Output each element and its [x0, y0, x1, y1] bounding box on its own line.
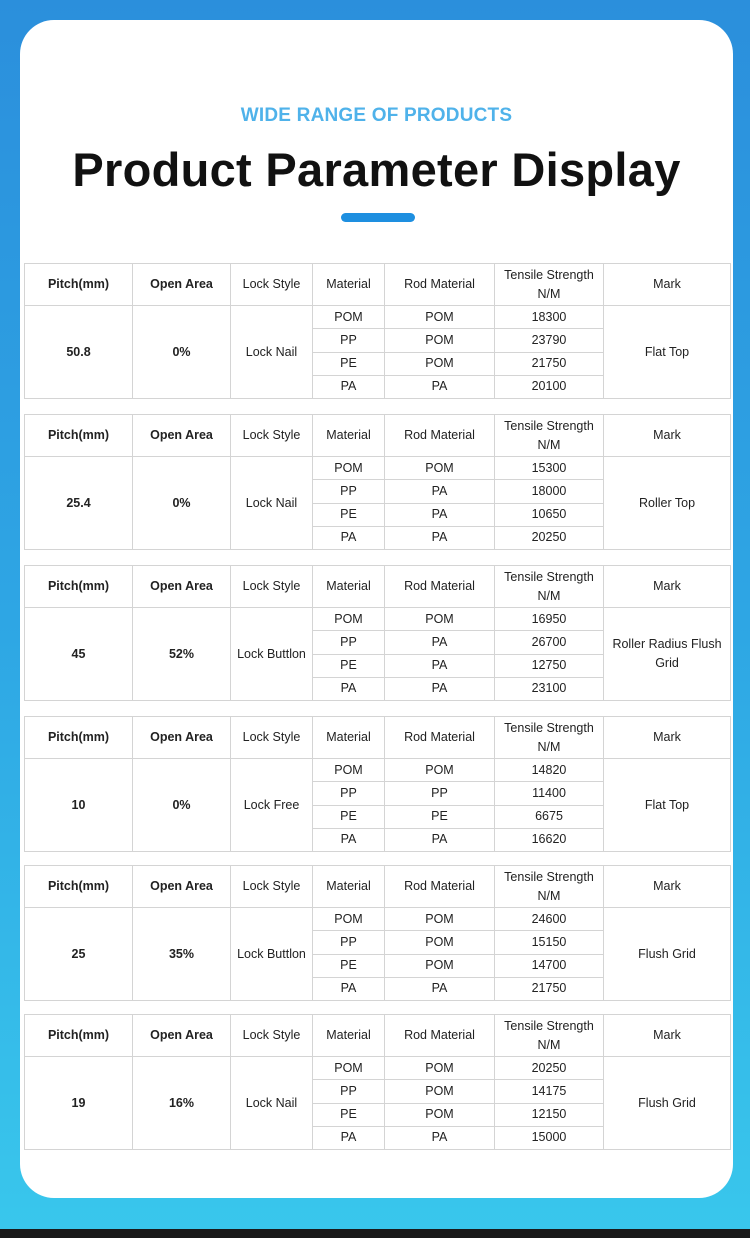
column-header-pitch: Pitch(mm)	[25, 866, 133, 908]
column-header-material: Material	[313, 1015, 385, 1057]
column-header-tensile-strength: Tensile Strength N/M	[495, 415, 604, 457]
tensile-strength-cell: 24600	[495, 908, 604, 931]
open-area-cell: 52%	[133, 608, 231, 701]
column-header-material: Material	[313, 717, 385, 759]
tensile-strength-cell: 21750	[495, 977, 604, 1000]
pitch-cell: 45	[25, 608, 133, 701]
material-cell: PE	[313, 654, 385, 677]
column-header-tensile-strength: Tensile Strength N/M	[495, 264, 604, 306]
lock-style-cell: Lock Free	[231, 759, 313, 852]
column-header-pitch: Pitch(mm)	[25, 415, 133, 457]
mark-cell: Flush Grid	[604, 1057, 731, 1150]
rod-material-cell: PA	[385, 503, 495, 526]
column-header-mark: Mark	[604, 566, 731, 608]
column-header-material: Material	[313, 264, 385, 306]
material-cell: PE	[313, 1103, 385, 1126]
spec-table	[24, 263, 731, 399]
rod-material-cell: POM	[385, 306, 495, 329]
tensile-strength-cell: 23100	[495, 677, 604, 700]
material-cell: POM	[313, 759, 385, 782]
column-header-material: Material	[313, 415, 385, 457]
page-title: Product Parameter Display	[72, 143, 681, 196]
rod-material-cell: PP	[385, 782, 495, 805]
rod-material-cell: PA	[385, 631, 495, 654]
bottom-strip	[0, 1229, 750, 1238]
table-header-row	[25, 566, 731, 608]
column-header-rod-material: Rod Material	[385, 1015, 495, 1057]
material-cell: PE	[313, 352, 385, 375]
material-cell: PA	[313, 828, 385, 851]
material-cell: PA	[313, 375, 385, 398]
table-header-row	[25, 1015, 731, 1057]
material-cell: POM	[313, 306, 385, 329]
rod-material-cell: POM	[385, 457, 495, 480]
lock-style-cell: Lock Nail	[231, 1057, 313, 1150]
rod-material-cell: PA	[385, 654, 495, 677]
rod-material-cell: PA	[385, 1126, 495, 1149]
material-cell: PP	[313, 631, 385, 654]
lock-style-cell: Lock Nail	[231, 457, 313, 550]
tensile-strength-cell: 20100	[495, 375, 604, 398]
column-header-lock-style: Lock Style	[231, 264, 313, 306]
material-cell: PE	[313, 954, 385, 977]
column-header-lock-style: Lock Style	[231, 1015, 313, 1057]
tensile-strength-cell: 15300	[495, 457, 604, 480]
pitch-cell: 25.4	[25, 457, 133, 550]
rod-material-cell: PA	[385, 480, 495, 503]
column-header-mark: Mark	[604, 415, 731, 457]
open-area-cell: 35%	[133, 908, 231, 1001]
material-cell: POM	[313, 457, 385, 480]
spec-table	[24, 565, 731, 701]
material-cell: PP	[313, 329, 385, 352]
tensile-strength-cell: 12150	[495, 1103, 604, 1126]
material-cell: PP	[313, 1080, 385, 1103]
tensile-strength-cell: 14820	[495, 759, 604, 782]
rod-material-cell: PE	[385, 805, 495, 828]
open-area-cell: 0%	[133, 457, 231, 550]
column-header-pitch: Pitch(mm)	[25, 717, 133, 759]
table-row	[25, 908, 731, 931]
tensile-strength-cell: 21750	[495, 352, 604, 375]
rod-material-cell: POM	[385, 931, 495, 954]
rod-material-cell: POM	[385, 954, 495, 977]
tensile-strength-cell: 26700	[495, 631, 604, 654]
column-header-open-area: Open Area	[133, 866, 231, 908]
column-header-open-area: Open Area	[133, 264, 231, 306]
table-row	[25, 759, 731, 782]
material-cell: PE	[313, 805, 385, 828]
rod-material-cell: PA	[385, 526, 495, 549]
column-header-lock-style: Lock Style	[231, 566, 313, 608]
tensile-strength-cell: 16620	[495, 828, 604, 851]
rod-material-cell: POM	[385, 908, 495, 931]
column-header-tensile-strength: Tensile Strength N/M	[495, 1015, 604, 1057]
column-header-rod-material: Rod Material	[385, 264, 495, 306]
material-cell: PA	[313, 1126, 385, 1149]
rod-material-cell: POM	[385, 352, 495, 375]
lock-style-cell: Lock Nail	[231, 306, 313, 399]
column-header-material: Material	[313, 866, 385, 908]
column-header-lock-style: Lock Style	[231, 415, 313, 457]
rod-material-cell: PA	[385, 677, 495, 700]
material-cell: POM	[313, 608, 385, 631]
column-header-lock-style: Lock Style	[231, 717, 313, 759]
pitch-cell: 19	[25, 1057, 133, 1150]
rod-material-cell: POM	[385, 1103, 495, 1126]
rod-material-cell: POM	[385, 1080, 495, 1103]
column-header-pitch: Pitch(mm)	[25, 264, 133, 306]
tensile-strength-cell: 14175	[495, 1080, 604, 1103]
spec-table	[24, 865, 731, 1001]
title-underline	[341, 213, 415, 222]
column-header-rod-material: Rod Material	[385, 566, 495, 608]
spec-table	[24, 716, 731, 852]
material-cell: PA	[313, 677, 385, 700]
open-area-cell: 0%	[133, 759, 231, 852]
material-cell: PA	[313, 526, 385, 549]
open-area-cell: 0%	[133, 306, 231, 399]
tensile-strength-cell: 12750	[495, 654, 604, 677]
column-header-tensile-strength: Tensile Strength N/M	[495, 866, 604, 908]
tensile-strength-cell: 14700	[495, 954, 604, 977]
tensile-strength-cell: 16950	[495, 608, 604, 631]
material-cell: PP	[313, 480, 385, 503]
table-header-row	[25, 866, 731, 908]
material-cell: PP	[313, 782, 385, 805]
mark-cell: Flat Top	[604, 759, 731, 852]
tensile-strength-cell: 23790	[495, 329, 604, 352]
tensile-strength-cell: 10650	[495, 503, 604, 526]
lock-style-cell: Lock Buttlon	[231, 908, 313, 1001]
material-cell: POM	[313, 908, 385, 931]
rod-material-cell: POM	[385, 608, 495, 631]
column-header-mark: Mark	[604, 866, 731, 908]
spec-table	[24, 1014, 731, 1150]
column-header-tensile-strength: Tensile Strength N/M	[495, 566, 604, 608]
table-row	[25, 1057, 731, 1080]
material-cell: PA	[313, 977, 385, 1000]
column-header-mark: Mark	[604, 264, 731, 306]
open-area-cell: 16%	[133, 1057, 231, 1150]
pitch-cell: 50.8	[25, 306, 133, 399]
column-header-rod-material: Rod Material	[385, 717, 495, 759]
column-header-mark: Mark	[604, 1015, 731, 1057]
column-header-open-area: Open Area	[133, 566, 231, 608]
material-cell: POM	[313, 1057, 385, 1080]
material-cell: PE	[313, 503, 385, 526]
rod-material-cell: PA	[385, 375, 495, 398]
rod-material-cell: POM	[385, 759, 495, 782]
column-header-pitch: Pitch(mm)	[25, 1015, 133, 1057]
mark-cell: Flat Top	[604, 306, 731, 399]
table-row	[25, 608, 731, 631]
rod-material-cell: PA	[385, 977, 495, 1000]
tensile-strength-cell: 18000	[495, 480, 604, 503]
table-row	[25, 306, 731, 329]
tensile-strength-cell: 15000	[495, 1126, 604, 1149]
table-header-row	[25, 415, 731, 457]
tensile-strength-cell: 18300	[495, 306, 604, 329]
lock-style-cell: Lock Buttlon	[231, 608, 313, 701]
pitch-cell: 25	[25, 908, 133, 1001]
column-header-tensile-strength: Tensile Strength N/M	[495, 717, 604, 759]
section-subtitle: WIDE RANGE OF PRODUCTS	[240, 105, 513, 126]
column-header-open-area: Open Area	[133, 717, 231, 759]
content-card	[20, 20, 733, 1198]
tensile-strength-cell: 20250	[495, 1057, 604, 1080]
tensile-strength-cell: 11400	[495, 782, 604, 805]
rod-material-cell: PA	[385, 828, 495, 851]
column-header-open-area: Open Area	[133, 1015, 231, 1057]
table-row	[25, 457, 731, 480]
column-header-material: Material	[313, 566, 385, 608]
rod-material-cell: POM	[385, 329, 495, 352]
tensile-strength-cell: 6675	[495, 805, 604, 828]
column-header-rod-material: Rod Material	[385, 866, 495, 908]
mark-cell: Roller Radius Flush Grid	[604, 608, 731, 701]
mark-cell: Roller Top	[604, 457, 731, 550]
column-header-pitch: Pitch(mm)	[25, 566, 133, 608]
column-header-mark: Mark	[604, 717, 731, 759]
material-cell: PP	[313, 931, 385, 954]
column-header-lock-style: Lock Style	[231, 866, 313, 908]
rod-material-cell: POM	[385, 1057, 495, 1080]
tensile-strength-cell: 15150	[495, 931, 604, 954]
tensile-strength-cell: 20250	[495, 526, 604, 549]
spec-table	[24, 414, 731, 550]
pitch-cell: 10	[25, 759, 133, 852]
column-header-rod-material: Rod Material	[385, 415, 495, 457]
mark-cell: Flush Grid	[604, 908, 731, 1001]
table-header-row	[25, 717, 731, 759]
table-header-row	[25, 264, 731, 306]
column-header-open-area: Open Area	[133, 415, 231, 457]
